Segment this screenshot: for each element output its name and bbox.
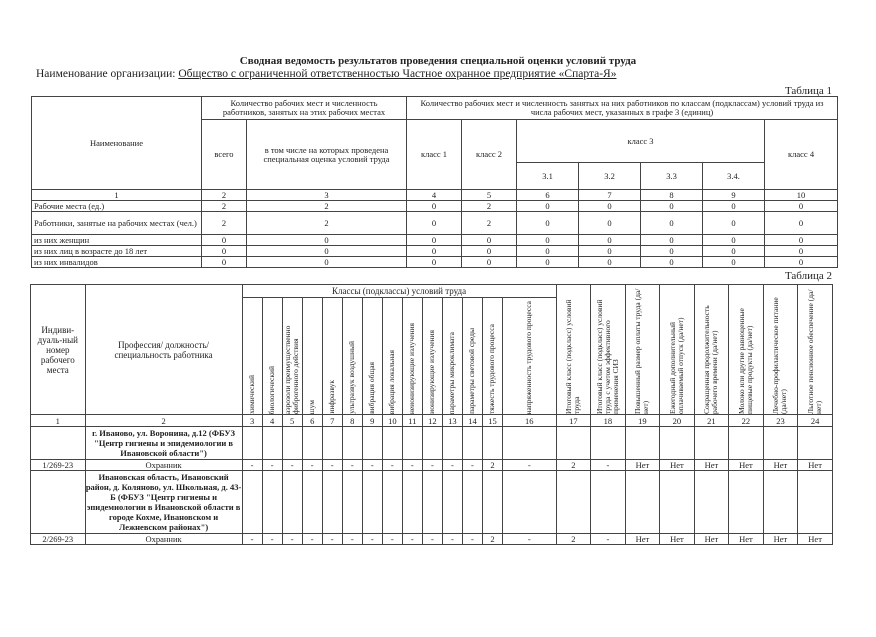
t2-cell: - [442,460,462,471]
t2-col-number: 9 [362,415,382,427]
t1-cell: 0 [641,235,703,246]
t2-col-number: 5 [282,415,302,427]
t2-cell: - [262,460,282,471]
t2-cell: - [462,534,482,545]
t1-header-class3: класс 3 [517,120,765,163]
t1-row [32,201,838,212]
t1-cell: 2 [202,201,247,212]
t2-factor-header: вибрация общая [367,362,377,414]
t1-cell: 0 [765,235,838,246]
t2-cell: - [322,460,342,471]
t1-col-number: 6 [517,190,579,201]
t1-cell: 0 [765,257,838,268]
t1-cell: 0 [517,201,579,212]
t1-cell: 0 [517,212,579,235]
t1-cell: 0 [703,212,765,235]
t2-cell: - [242,534,262,545]
t1-col-number: 3 [247,190,407,201]
t2-col-number: 22 [729,415,764,427]
t1-cell: 0 [765,212,838,235]
t1-cell: 0 [579,212,641,235]
t2-cell: - [262,534,282,545]
t1-cell: 0 [703,235,765,246]
t1-col-number: 2 [202,190,247,201]
t1-cell: 0 [765,246,838,257]
t2-col-number: 7 [322,415,342,427]
t2-workplace-id: 2/269-23 [31,534,86,545]
t1-header-class1: класс 1 [407,120,462,190]
t2-cell: - [342,460,362,471]
t2-col-number: 1 [31,415,86,427]
t2-col-number: 14 [462,415,482,427]
t2-cell: Нет [763,534,798,545]
t2-result-header: Сокращенная продолжительность рабочего времени (да/нет) [702,305,720,414]
t2-cell: Нет [694,460,729,471]
t2-col-number: 13 [442,415,462,427]
t2-result-header: Льготное пенсионное обеспечение (да/нет) [806,289,824,414]
t2-cell: - [462,460,482,471]
t2-cell: - [282,460,302,471]
t1-col-number: 8 [641,190,703,201]
t1-cell: 0 [247,246,407,257]
t2-cell: Нет [729,534,764,545]
t2-col-number: 6 [302,415,322,427]
t1-cell: 0 [641,246,703,257]
organization-name: Общество с ограниченной ответственностью Частное охранное предприятие «Спарта-Я» [178,68,617,80]
t2-row [31,460,833,471]
t1-header-sub3-1: 3.1 [517,163,579,190]
t2-cell: Нет [729,460,764,471]
t2-factor-header: биологический [267,365,277,414]
t1-cell: 0 [641,212,703,235]
t1-cell: 0 [703,246,765,257]
t1-cell: 0 [407,257,462,268]
t1-header-count: Количество рабочих мест и численность работников, занятых на этих рабочих местах [202,97,407,120]
t2-cell: - [402,534,422,545]
t2-col-number: 19 [625,415,660,427]
t2-col-number: 12 [422,415,442,427]
t2-cell: - [591,534,626,545]
t1-cell: 0 [703,257,765,268]
t1-cell: 0 [407,235,462,246]
t2-col-number: 15 [482,415,502,427]
t1-header-class4: класс 4 [765,120,838,190]
t2-profession: Охранник [85,460,242,471]
organization-label: Наименование организации: [36,68,176,80]
t2-cell: - [591,460,626,471]
t1-header-class2: класс 2 [462,120,517,190]
t2-cell: 2 [556,460,591,471]
organization-line [36,68,616,80]
t2-col-number: 21 [694,415,729,427]
t2-cell: - [422,460,442,471]
t1-row [32,212,838,235]
t2-factor-header: неионизирующие излучения [407,322,417,414]
t2-cell: - [322,534,342,545]
t1-cell: 0 [765,201,838,212]
t1-cell: 0 [579,235,641,246]
t2-result-header: Лечебно-профилактическое питание (да/нет) [771,297,789,414]
t2-cell: - [362,534,382,545]
t1-col-number: 9 [703,190,765,201]
t2-col-number: 23 [763,415,798,427]
t1-header-sub3-4: 3.4. [703,163,765,190]
t2-cell: - [302,534,322,545]
t2-col-number: 8 [342,415,362,427]
t1-col-number: 4 [407,190,462,201]
t1-cell: 0 [202,235,247,246]
t2-factor-header: параметры световой среды [467,328,477,414]
t1-cell: 0 [202,257,247,268]
t1-cell: 0 [407,201,462,212]
t2-cell: - [242,460,262,471]
t2-col-number: 17 [556,415,591,427]
t2-result-header: Итоговый класс (подкласс) условий труда с учетом эффективного применения СИЗ [594,299,620,414]
t2-factor-header: ионизирующие излучения [427,330,437,414]
t2-cell: Нет [798,534,833,545]
t1-row [32,246,838,257]
t1-cell: 0 [641,257,703,268]
t2-row [31,534,833,545]
t2-header-profession: Профессия/ должность/ специальность работника [85,285,242,415]
t2-factor-header: ультразвук воздушный [347,341,357,414]
t1-header-sub3-3: 3.3 [641,163,703,190]
t2-factor-header: аэрозоли преимущественно фиброгенного действия [283,325,301,414]
t1-cell: 2 [202,212,247,235]
t2-result-header: Ежегодный дополнительный оплачиваемый отпуск (да/нет) [667,317,685,414]
t1-row-label: из них лиц в возрасте до 18 лет [32,246,202,257]
summary-table [31,96,838,268]
t2-factor-header: параметры микроклимата [447,331,457,414]
t1-cell: 2 [247,212,407,235]
t2-cell: - [362,460,382,471]
t1-cell: 0 [462,235,517,246]
t1-header-total: всего [202,120,247,190]
t2-cell: - [502,460,556,471]
t2-cell: 2 [482,460,502,471]
t2-cell: Нет [694,534,729,545]
t2-cell: Нет [798,460,833,471]
t1-cell: 0 [641,201,703,212]
table2-caption: Таблица 2 [784,270,832,282]
t2-result-header: Повышенный размер оплаты труда (да/нет) [633,288,651,414]
t2-col-number: 20 [660,415,695,427]
t2-col-number: 4 [262,415,282,427]
workplaces-table [30,284,833,545]
t1-header-sout: в том числе на которых проведена специальная оценка условий труда [247,120,407,190]
t2-cell: - [502,534,556,545]
t2-cell: - [382,460,402,471]
t2-location-cell: г. Иваново, ул. Воронина, д.12 (ФБУЗ "Центр гигиены и эпидемиологии в Ивановской области") [85,427,242,460]
t1-col-number: 7 [579,190,641,201]
t2-cell: - [402,460,422,471]
t2-cell: - [302,460,322,471]
t1-cell: 0 [407,212,462,235]
t1-cell: 0 [579,246,641,257]
t1-cell: 2 [462,212,517,235]
t1-cell: 0 [247,257,407,268]
t1-row-label: из них женщин [32,235,202,246]
t1-col-number: 5 [462,190,517,201]
table1-caption: Таблица 1 [784,85,832,97]
t2-factor-header: шум [307,399,317,414]
t1-cell: 0 [462,257,517,268]
document-title: Сводная ведомость результатов проведения специальной оценки условий труда [239,55,637,67]
t2-col-number: 11 [402,415,422,427]
t2-factor-header: вибрация локальная [387,349,397,414]
t2-cell: - [422,534,442,545]
t2-cell: Нет [660,534,695,545]
t1-row [32,235,838,246]
t1-cell: 0 [517,246,579,257]
t1-cell: 0 [703,201,765,212]
t1-row-label: из них инвалидов [32,257,202,268]
t1-cell: 0 [517,257,579,268]
t1-cell: 2 [247,201,407,212]
t1-cell: 0 [247,235,407,246]
t2-cell: Нет [625,534,660,545]
t2-factor-header: инфразвук [327,380,337,414]
t1-row-label: Рабочие места (ед.) [32,201,202,212]
t2-factor-header: химический [247,375,257,414]
t2-cell: Нет [625,460,660,471]
t1-cell: 2 [462,201,517,212]
t1-col-number: 1 [32,190,202,201]
t2-cell: 2 [482,534,502,545]
t2-header-classes: Классы (подклассы) условий труда [242,285,556,298]
t1-header-sub3-2: 3.2 [579,163,641,190]
t2-factor-header: тяжесть трудового процесса [487,324,497,414]
t2-cell: - [382,534,402,545]
t2-col-number: 10 [382,415,402,427]
t1-cell: 0 [202,246,247,257]
t1-col-number: 10 [765,190,838,201]
t2-col-number: 2 [85,415,242,427]
t2-workplace-id: 1/269-23 [31,460,86,471]
t1-cell: 0 [462,246,517,257]
t2-result-header: Молоко или другие равноценные пищевые продукты (да/нет) [736,308,754,414]
t2-factor-header: напряженность трудового процесса [524,300,534,414]
t2-cell: Нет [660,460,695,471]
t2-col-number: 3 [242,415,262,427]
t2-col-number: 16 [502,415,556,427]
t1-row [32,257,838,268]
t1-cell: 0 [579,257,641,268]
t2-col-number: 24 [798,415,833,427]
t2-result-header: Итоговый класс (подкласс) условий труда [564,299,582,414]
t2-location-cell: Ивановская область, Ивановский район, д. Коляново, ул. Школьная, д. 43-Б (ФБУЗ "Центр гигиены и эпидемиологии в Ивановской области в городе Кохме, Ивановском и Лежневском районах") [85,472,242,532]
t2-cell: - [342,534,362,545]
t1-cell: 0 [407,246,462,257]
t2-cell: - [442,534,462,545]
t2-profession: Охранник [85,534,242,545]
t2-col-number: 18 [591,415,626,427]
t2-cell: 2 [556,534,591,545]
t1-row-label: Работники, занятые на рабочих местах (чел.) [32,212,202,235]
t2-cell: - [282,534,302,545]
t1-cell: 0 [579,201,641,212]
t2-header-id: Индиви-дуаль-ный номер рабочего места [31,285,86,415]
t1-header-name: Наименование [32,97,202,190]
t2-cell: Нет [763,460,798,471]
t1-cell: 0 [517,235,579,246]
t1-header-classes: Количество рабочих мест и численность занятых на них работников по классам (подклассам) условий труда из числа рабочих мест, указанных в графе 3 (единиц) [407,97,838,120]
